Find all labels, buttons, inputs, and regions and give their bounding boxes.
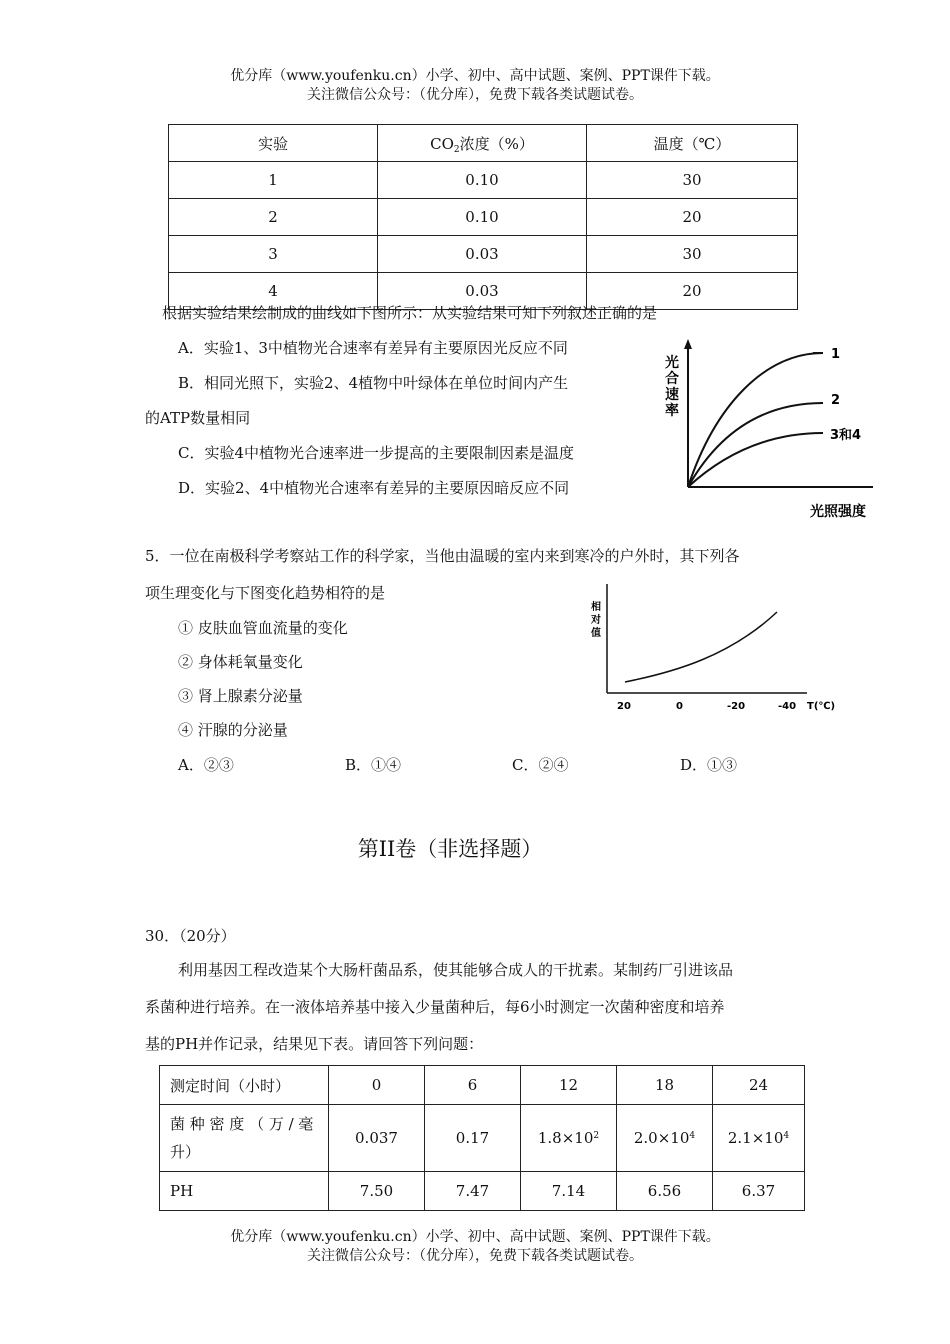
y-label-3: 值 bbox=[591, 628, 601, 639]
q4-option-a: A．实验1、3中植物光合速率有差异有主要原因光反应不同 bbox=[178, 339, 568, 357]
x-label: T(℃) bbox=[807, 701, 836, 712]
curve-3-label: 3和4 bbox=[830, 428, 862, 443]
cell: 1 bbox=[169, 162, 378, 199]
q4-option-c: C．实验4中植物光合速率进一步提高的主要限制因素是温度 bbox=[178, 444, 575, 462]
header-line-1: 优分库（www.youfenku.cn）小学、初中、高中试题、案例、PPT课件下载。 bbox=[230, 68, 720, 84]
q5-option-a: A．②③ bbox=[178, 756, 234, 774]
cell: 0.10 bbox=[378, 162, 587, 199]
q5-item-4: ④ 汗腺的分泌量 bbox=[178, 721, 288, 739]
curve-3-4 bbox=[688, 433, 823, 487]
cell: 6.56 bbox=[617, 1172, 713, 1211]
bacteria-table bbox=[159, 1065, 805, 1211]
y-label-3: 速 bbox=[665, 387, 679, 403]
q30-head: 30．（20分） bbox=[145, 927, 236, 945]
x-tick: -40 bbox=[778, 701, 797, 712]
y-label-1: 相 bbox=[591, 602, 601, 613]
section-title: 第II卷（非选择题） bbox=[357, 837, 543, 861]
q30-paragraph-1: 利用基因工程改造某个大肠杆菌品系，使其能够合成人的干扰素。某制药厂引进该品 bbox=[178, 961, 734, 979]
table-row bbox=[169, 199, 798, 236]
cell: 0.037 bbox=[329, 1105, 425, 1172]
q4-option-b-cont: 的ATP数量相同 bbox=[145, 409, 251, 427]
q5-option-c: C．②④ bbox=[512, 756, 569, 774]
cell: 30 bbox=[587, 162, 798, 199]
q4-stem: 根据实验结果绘制成的曲线如下图所示：从实验结果可知下列叙述正确的是 bbox=[162, 304, 658, 322]
q5-item-1: ① 皮肤血管血流量的变化 bbox=[178, 619, 348, 637]
footer-line-2: 关注微信公众号：（优分库），免费下载各类试题试卷。 bbox=[307, 1248, 643, 1264]
cell: $1.8\times 10^2$ bbox=[521, 1105, 617, 1172]
x-tick: 0 bbox=[676, 701, 683, 712]
table-row bbox=[160, 1172, 805, 1211]
header-cell: 温度（℃） bbox=[587, 125, 798, 162]
row-label: PH bbox=[160, 1172, 329, 1211]
cell: 0.03 bbox=[378, 236, 587, 273]
cell: 2 bbox=[169, 199, 378, 236]
q5-option-b: B．①④ bbox=[345, 756, 402, 774]
q5-stem: 5．一位在南极科学考察站工作的科学家，当他由温暖的室内来到寒冷的户外时，其下列各 bbox=[145, 547, 740, 565]
table-row bbox=[160, 1105, 805, 1172]
curve-2-label: 2 bbox=[831, 393, 841, 408]
cell: 6 bbox=[425, 1066, 521, 1105]
cell: 20 bbox=[587, 273, 798, 310]
cell: 3 bbox=[169, 236, 378, 273]
cell: $2.0\times 10^4$ bbox=[617, 1105, 713, 1172]
cell: 0 bbox=[329, 1066, 425, 1105]
x-label: 光照强度 bbox=[810, 504, 866, 520]
cell: 24 bbox=[713, 1066, 805, 1105]
header-cell: 实验 bbox=[169, 125, 378, 162]
curve-1 bbox=[688, 353, 823, 487]
table-header-row bbox=[169, 125, 798, 162]
q5-stem-cont: 项生理变化与下图变化趋势相符的是 bbox=[145, 584, 386, 602]
relative-value-graph bbox=[585, 578, 845, 718]
q4-option-d: D．实验2、4中植物光合速率有差异的主要原因暗反应不同 bbox=[178, 479, 570, 497]
q5-option-d: D．①③ bbox=[680, 756, 738, 774]
cell: 12 bbox=[521, 1066, 617, 1105]
y-label-2: 对 bbox=[591, 615, 601, 626]
footer-line-1: 优分库（www.youfenku.cn）小学、初中、高中试题、案例、PPT课件下载。 bbox=[230, 1229, 720, 1245]
cell: 7.50 bbox=[329, 1172, 425, 1211]
cell: 7.14 bbox=[521, 1172, 617, 1211]
q30-paragraph-3: 基的PH并作记录，结果见下表。请回答下列问题： bbox=[145, 1035, 484, 1053]
experiment-table bbox=[168, 124, 798, 310]
table-row bbox=[160, 1066, 805, 1105]
cell: 20 bbox=[587, 199, 798, 236]
trend-curve bbox=[625, 612, 777, 682]
cell: 0.10 bbox=[378, 199, 587, 236]
q5-item-3: ③ 肾上腺素分泌量 bbox=[178, 687, 303, 705]
y-label-1: 光 bbox=[665, 355, 679, 371]
cell: 4 bbox=[169, 273, 378, 310]
x-tick: -20 bbox=[727, 701, 746, 712]
q5-item-2: ② 身体耗氧量变化 bbox=[178, 653, 303, 671]
row-label: 测定时间（小时） bbox=[160, 1066, 329, 1105]
y-axis-arrow bbox=[684, 339, 692, 349]
cell: 6.37 bbox=[713, 1172, 805, 1211]
table-row bbox=[169, 236, 798, 273]
cell: 30 bbox=[587, 236, 798, 273]
row-label: 菌 种 密 度 （ 万 / 毫 升） bbox=[160, 1105, 329, 1172]
curve-1-label: 1 bbox=[831, 347, 841, 362]
cell: 0.17 bbox=[425, 1105, 521, 1172]
cell: 7.47 bbox=[425, 1172, 521, 1211]
q30-paragraph-2: 系菌种进行培养。在一液体培养基中接入少量菌种后，每6小时测定一次菌种密度和培养 bbox=[145, 998, 725, 1016]
cell: 18 bbox=[617, 1066, 713, 1105]
header-cell: $CO_2$浓度（%） bbox=[378, 125, 587, 162]
cell: $2.1\times 10^4$ bbox=[713, 1105, 805, 1172]
q4-option-b: B．相同光照下，实验2、4植物中叶绿体在单位时间内产生 bbox=[178, 374, 569, 392]
table-row bbox=[169, 162, 798, 199]
y-label-4: 率 bbox=[665, 403, 679, 419]
cell: 0.03 bbox=[378, 273, 587, 310]
y-label-2: 合 bbox=[665, 371, 679, 387]
photosynthesis-graph bbox=[655, 335, 885, 525]
header-line-2: 关注微信公众号：（优分库），免费下载各类试题试卷。 bbox=[307, 87, 643, 103]
x-tick: 20 bbox=[617, 701, 631, 712]
